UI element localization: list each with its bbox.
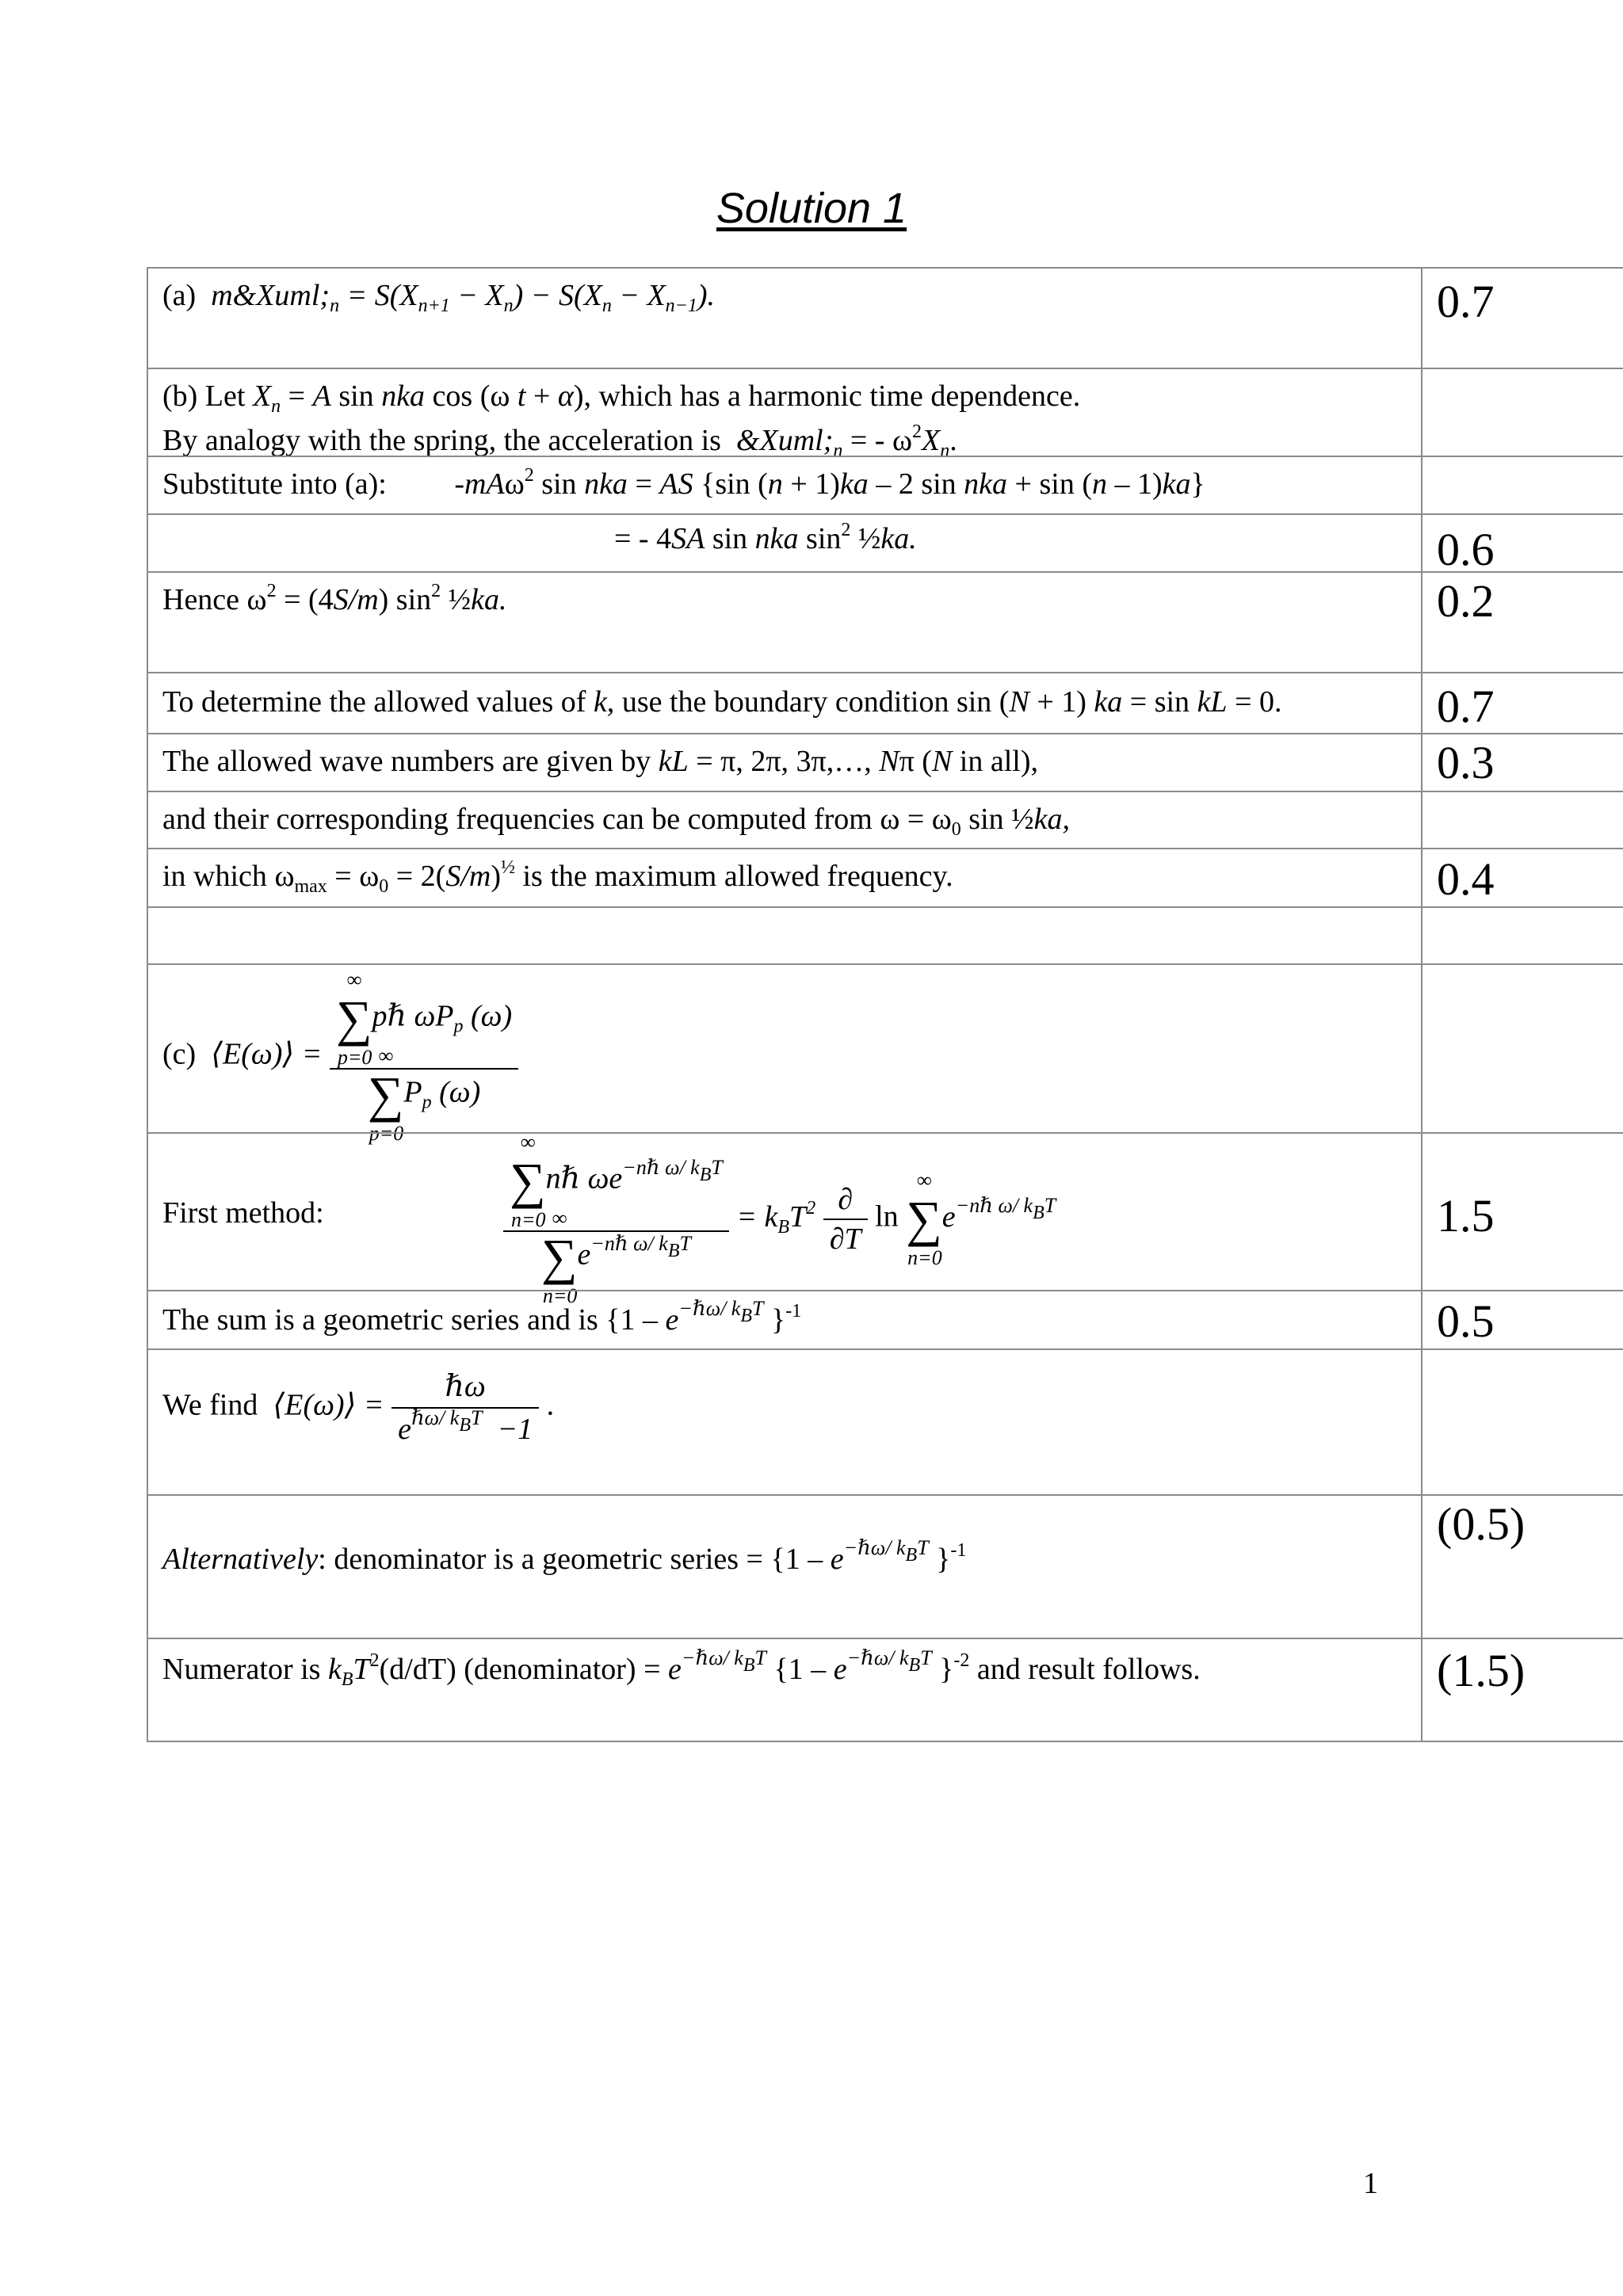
row-b6	[147, 733, 1623, 791]
row-b3	[147, 513, 1623, 575]
mark-b3: 0.6	[1437, 524, 1495, 575]
result-line: = - 4SA sin nka $\sin^2$ ½ka.	[614, 520, 917, 555]
solution-table	[147, 267, 1623, 1742]
row-first-method	[147, 1131, 1623, 1307]
mark-b6: 0.3	[1437, 737, 1495, 788]
mark-first-method: 1.5	[1437, 1190, 1495, 1241]
boundary-line: To determine the allowed values of k, use the boundary condition sin (N + 1) ka = sin kL = 0.	[162, 685, 1282, 719]
alternative-line: Alternatively: denominator is a geometric series = {$1 - e^{-\hbar\omega/ k_BT}$ }$^{-1}$	[162, 1536, 967, 1576]
b-intro: (b) Let $X_n = A$ sin nka cos (ω t + α), which has a harmonic time dependence. By analogy with the spring, the acceleration is $\&Xuml;_n$ = - $\omega^2X_n$.	[162, 379, 1081, 461]
max-frequency-line: in which $\omega_{max} = \omega_0 = 2(S/m)^{\frac{1}{2}}$ is the maximum allowed frequency.	[162, 857, 953, 897]
first-method-label: First method:	[162, 1196, 324, 1230]
row-b4	[147, 571, 1623, 672]
row-b1	[147, 368, 1623, 461]
row-empty	[147, 906, 1623, 963]
page-number: 1	[1363, 2167, 1378, 2200]
substitute-line: Substitute into (a): -mAω$^2$ sin nka = AS {sin (n + 1)ka – 2 sin nka + sin (n – 1)ka}	[162, 465, 1205, 501]
row-b7	[147, 791, 1623, 848]
mark-b4: 0.2	[1437, 575, 1495, 627]
row-a	[147, 267, 1623, 368]
geometric-line: The sum is a geometric series and is {$1 - e^{-\hbar\omega/ k_BT}$ }$^{-1}$	[162, 1297, 802, 1337]
first-method-equation: ∑ ∞ n=0 nℏ $\omega e^{-n\hbar \omega/ k_BT}$ ∑ ∞ n=0 $e^{-n\hbar \omega/ k_BT}$ = $k_BT^2$ $\frac{\partial}{\partial T}$ ln ∑ ∞ n=0 $e^{-n\hbar \omega/ k_BT}$	[503, 1156, 1399, 1283]
mark-b5: 0.7	[1437, 681, 1495, 732]
row-c	[147, 963, 1623, 1145]
mark-geometric: 0.5	[1437, 1295, 1495, 1347]
row-numerator	[147, 1638, 1623, 1742]
numerator-line: Numerator is $k_BT^2(d/dT)$ (denominator) = $e^{-\hbar\omega/ k_BT}$ {$1 - e^{-\hbar\omega/ k_BT}$ }$^{-2}$ and result follows.	[162, 1646, 1201, 1690]
row-alternative	[147, 1494, 1623, 1638]
page-title: Solution 1	[716, 185, 907, 232]
row-b5	[147, 672, 1623, 733]
row-b8	[147, 848, 1623, 906]
row-b2	[147, 456, 1623, 513]
mark-a: 0.7	[1437, 276, 1495, 327]
equation-a: (a) $m\&Xuml;_n = S(X_{n+1} - X_n) - S(X_n - X_{n-1})$.	[162, 279, 716, 316]
row-result	[147, 1348, 1623, 1494]
equation-c: (c) ⟨E(ω)⟩ = ∑ ∞ p=0 pℏ $\omega P_p$ (ω) ∑ ∞ p=0 $P_p$ (ω)	[162, 994, 1407, 1120]
wavenumbers-line: The allowed wave numbers are given by kL = π, 2π, 3π,…, Nπ (N in all),	[162, 745, 1038, 778]
mark-numerator: (1.5)	[1437, 1645, 1526, 1696]
mark-b8: 0.4	[1437, 853, 1495, 905]
result-equation: We find ⟨E(ω)⟩ = $\frac{\text{ℏω}}{e^{\hbar\omega/ k_BT} -1}$ .	[162, 1366, 1407, 1450]
dispersion-line: Hence $\omega^2 = (4S/m)$ $\sin^2$ ½ka.	[162, 581, 507, 616]
mark-alternative: (0.5)	[1437, 1498, 1526, 1550]
row-geometric	[147, 1290, 1623, 1348]
frequencies-line: and their corresponding frequencies can be computed from $\omega = \omega_0$ sin ½ka,	[162, 803, 1071, 840]
